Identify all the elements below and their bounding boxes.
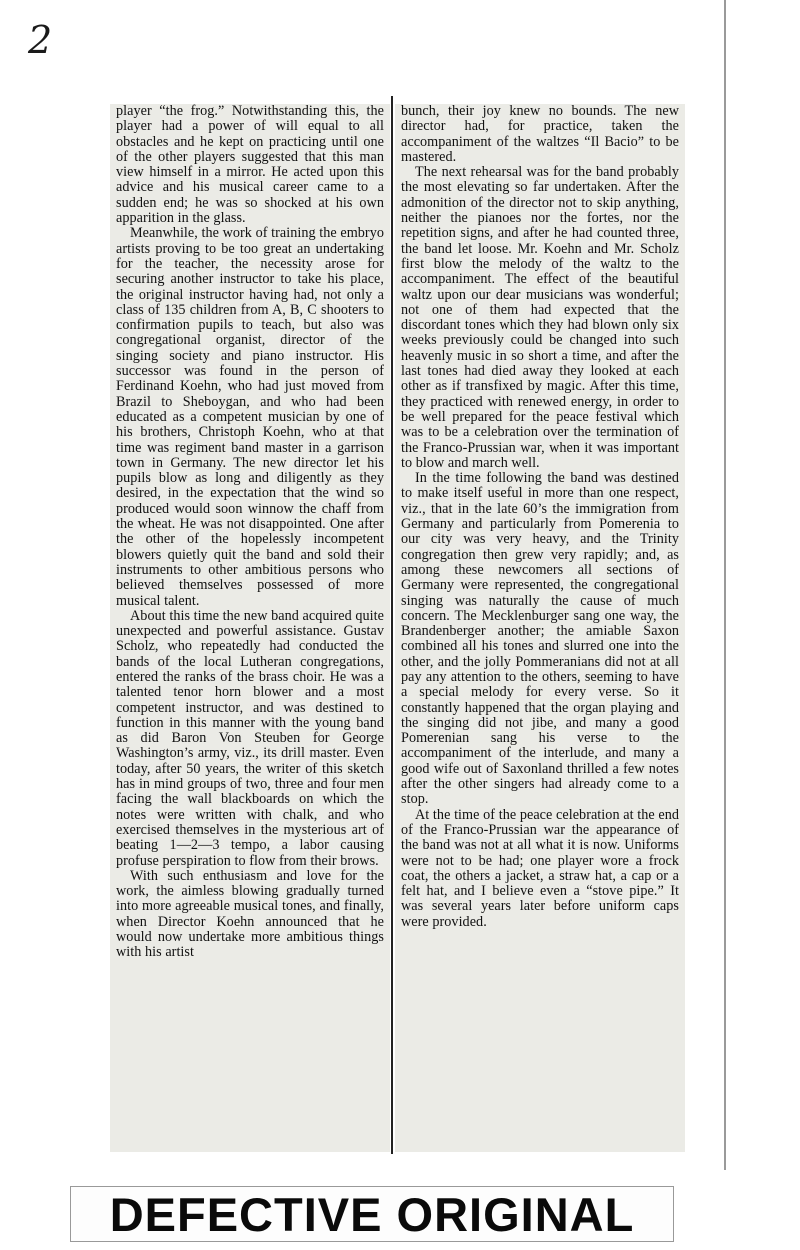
column-divider xyxy=(391,96,393,1154)
defective-original-banner xyxy=(70,1186,674,1242)
banner-text: DEFECTIVE ORIGINAL xyxy=(109,1187,635,1241)
paragraph: With such enthusiasm and love for the work, the aimless blowing gradually turned into more agreeable musical tones, and finally, when Director Koehn announced that he would now undertake more ambitious things with his artist xyxy=(116,867,384,961)
scan-edge-rule xyxy=(724,0,726,1170)
article-column-left xyxy=(110,104,390,1152)
paragraph: bunch, their joy knew no bounds. The new director had, for practice, taken the accompaniment of the waltzes “Il Bacio” to be mastered. xyxy=(401,103,679,165)
page-number: 2 xyxy=(28,18,53,62)
paragraph: In the time following the band was destined to make itself useful in more than one respect, viz., that in the late 60’s the immigration from Germany and particularly from Pomerenia to our city was very heavy, and the Trinity congregation then grew very rapidly; and, as among these newcomers all sections of Germany were represented, the congregational singing was naturally the cause of much concern. The Mecklenburger sang one way, the Brandenberger another; the amiable Saxon combined all his tones and slurred one into the other, and the jolly Pommeranians did not at all pay any attention to the others, seeming to have a special melody for every verse. So it constantly happened that the organ playing and the singing did not jibe, and many a good Pomerenian sang his verse to the accompaniment of the interlude, and many a good wife out of Saxonland thrilled a few notes after the other singers had already come to a stop. xyxy=(401,470,679,808)
article-column-right xyxy=(395,104,685,1152)
paragraph: At the time of the peace celebration at the end of the Franco-Prussian war the appearance of the band was not at all what it is now. Uniforms were not to be had; one player wore a frock coat, the others a jacket, a straw hat, a cap or a felt hat, and I believe even a “stove pipe.” It was several years later before uniform caps were provided. xyxy=(401,806,679,930)
paragraph: Meanwhile, the work of training the embryo artists proving to be too great an undertaking for the teacher, the necessity arose for securing another instructor to take his place, the original instructor having had, not only a class of 135 children from A, B, C shooters to confirmation pupils to teach, but also was congregational organist, director of the singing society and piano instructor. His successor was found in the person of Ferdinand Koehn, who had just moved from Brazil to Sheboygan, and who had been educated as a competent musician by one of his brothers, Christoph Koehn, who at that time was regiment band master in a garrison town in Germany. The new director let his pupils blow as long and diligently as they desired, in the expectation that the wind so produced would soon winnow the chaff from the wheat. He was not disappointed. One after the other of the hopelessly incompetent blowers quietly quit the band and sold their instruments to other ambitious persons who believed themselves possessed of more musical talent. xyxy=(116,225,384,609)
paragraph: player “the frog.” Notwithstanding this, the player had a power of will equal to all obstacles and he kept on practicing until one of the other players suggested that this man view himself in a mirror. He acted upon this advice and his musical career came to a sudden end; he was so shocked at his own apparition in the glass. xyxy=(116,103,384,227)
paragraph: The next rehearsal was for the band probably the most elevating so far undertaken. After the admonition of the director not to skip anything, neither the pianoes nor the fortes, nor the repetition signs, and after he had counted three, the band let loose. Mr. Koehn and Mr. Scholz first blow the melody of the waltz to the accompaniment. The effect of the beautiful waltz upon our dear musicians was wonderful; not one of them had expected that the discordant tones which they had blown only six weeks previously could be changed into such heavenly music in so short a time, and after the last tones had died away they looked at each other as if transfixed by magic. After this time, they practiced with renewed energy, in order to be well prepared for the peace festival which was to be a celebration over the termination of the Franco-Prussian war, when it was important to blow and march well. xyxy=(401,164,679,471)
paragraph: About this time the new band acquired quite unexpected and powerful assistance. Gustav Scholz, who repeatedly had conducted the bands of the local Lutheran congregations, entered the ranks of the brass choir. He was a talented tenor horn blower and a most competent instructor, and was destined to function in this manner with the young band as did Baron Von Steuben for George Washington’s army, viz., its drill master. Even today, after 50 years, the writer of this sketch has in mind groups of two, three and four men facing the wall blackboards on which the notes were written with chalk, and who exercised themselves in the mysterious art of beating 1—2—3 tempo, a labor causing profuse perspiration to flow from their brows. xyxy=(116,607,384,869)
